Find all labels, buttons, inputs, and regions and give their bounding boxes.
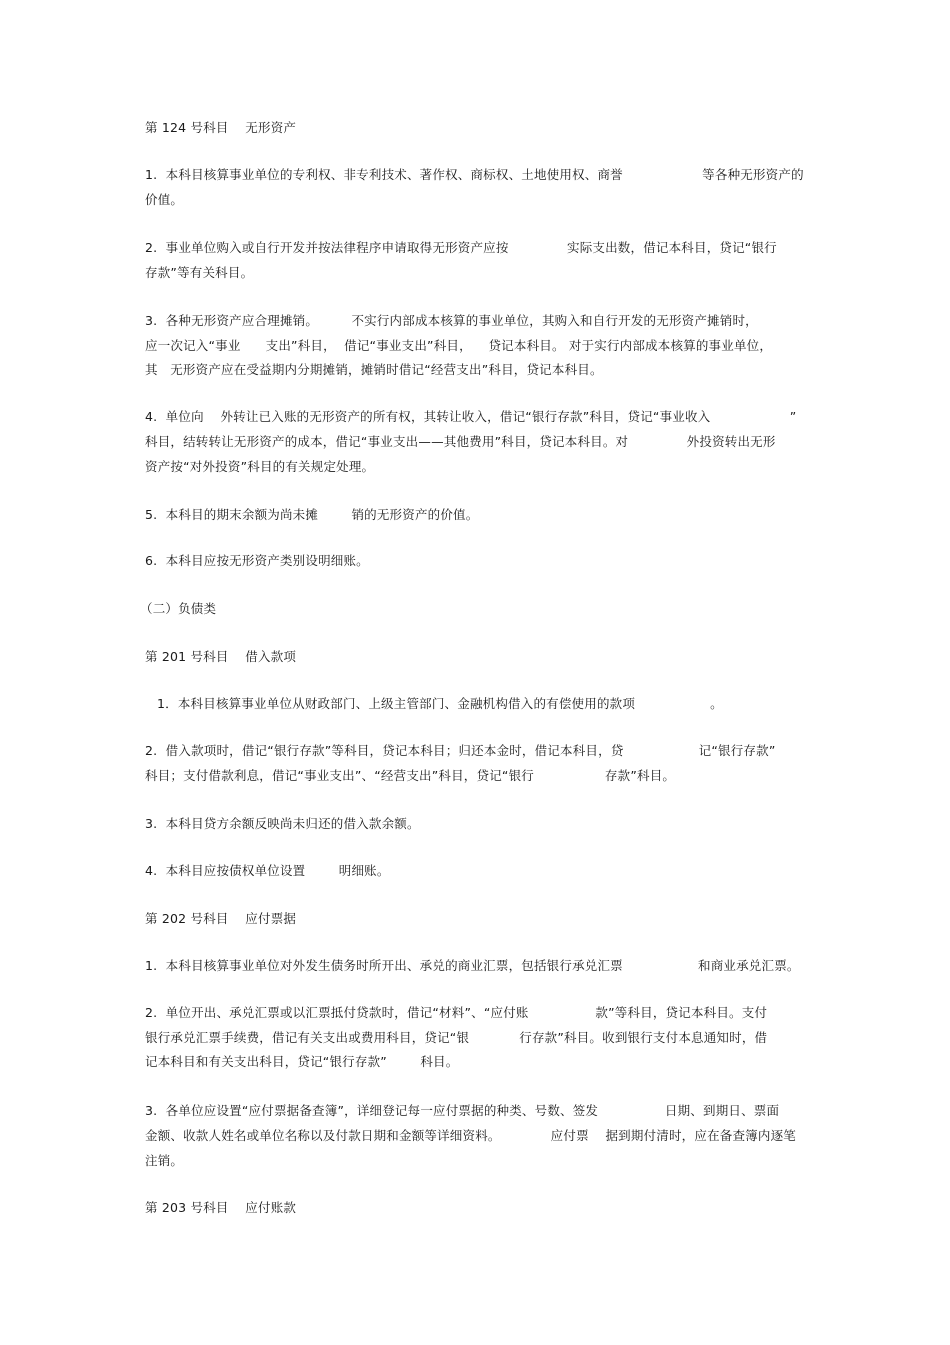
paragraph-line: 注销。	[145, 1153, 184, 1168]
paragraph-line: 银行承兑汇票手续费，借记有关支出或费用科目，贷记“银 行存款”科目。收到银行支付本息通知时，借	[145, 1030, 768, 1045]
section-heading-202: 第 202 号科目 应付票据	[145, 911, 297, 926]
paragraph-line: 资产按“对外投资”科目的有关规定处理。	[145, 459, 375, 474]
paragraph-line: 6. 本科目应按无形资产类别设明细账。	[145, 553, 369, 568]
paragraph-line: 其 无形资产应在受益期内分期摊销，摊销时借记“经营支出”科目，贷记本科目。	[145, 362, 603, 377]
paragraph-line: 2. 事业单位购入或自行开发并按法律程序申请取得无形资产应按 实际支出数，借记本科目，贷记“银行	[145, 240, 777, 255]
paragraph-line: 2. 借入款项时，借记“银行存款”等科目，贷记本科目；归还本金时，借记本科目，贷 记“银行存款”	[145, 743, 776, 758]
category-heading: （二）负债类	[140, 601, 217, 616]
paragraph-line: 4. 单位向 外转让已入账的无形资产的所有权，其转让收入，借记“银行存款”科目，贷记“事业收入 ”	[145, 409, 797, 424]
section-heading-201: 第 201 号科目 借入款项	[145, 649, 297, 664]
paragraph-line: 1．本科目核算事业单位从财政部门、上级主管部门、金融机构借入的有偿使用的款项 。	[157, 696, 723, 711]
paragraph-line: 4. 本科目应按债权单位设置 明细账。	[145, 863, 390, 878]
paragraph-line: 1. 本科目核算事业单位对外发生债务时所开出、承兑的商业汇票，包括银行承兑汇票 和商业承兑汇票。	[145, 958, 800, 973]
paragraph-line: 科目，结转转让无形资产的成本，借记“事业支出——其他费用”科目，贷记本科目。对 外投资转出无形	[145, 434, 776, 449]
paragraph-line: 2. 单位开出、承兑汇票或以汇票抵付贷款时，借记“材料”、“应付账 款”等科目，贷记本科目。支付	[145, 1005, 768, 1020]
section-heading-203: 第 203 号科目 应付账款	[145, 1200, 297, 1215]
paragraph-line: 价值。	[145, 192, 184, 207]
paragraph-line: 记本科目和有关支出科目，贷记“银行存款” 科目。	[145, 1054, 459, 1069]
paragraph-line: 3. 各种无形资产应合理摊销。 不实行内部成本核算的事业单位，其购入和自行开发的无形资产摊销时，	[145, 313, 758, 328]
paragraph-line: 应一次记入“事业 支出”科目， 借记“事业支出”科目， 贷记本科目。 对于实行内部成本核算的事业单位，	[145, 338, 773, 353]
paragraph-line: 1. 本科目核算事业单位的专利权、非专利技术、著作权、商标权、土地使用权、商誉 等各种无形资产的	[145, 167, 804, 182]
paragraph-line: 存款”等有关科目。	[145, 265, 254, 280]
paragraph-line: 3. 本科目贷方余额反映尚未归还的借入款余额。	[145, 816, 420, 831]
section-heading-124: 第 124 号科目 无形资产	[145, 120, 297, 135]
paragraph-line: 5. 本科目的期末余额为尚未摊 销的无形资产的价值。	[145, 507, 479, 522]
paragraph-line: 3. 各单位应设置“应付票据备查簿”，详细登记每一应付票据的种类、号数、签发 日期、到期日、票面	[145, 1103, 780, 1118]
paragraph-line: 科目；支付借款利息，借记“事业支出”、“经营支出”科目，贷记“银行 存款”科目。	[145, 768, 676, 783]
paragraph-line: 金额、收款人姓名或单位名称以及付款日期和金额等详细资料。 应付票 据到期付清时，应在备查簿内逐笔	[145, 1128, 796, 1143]
